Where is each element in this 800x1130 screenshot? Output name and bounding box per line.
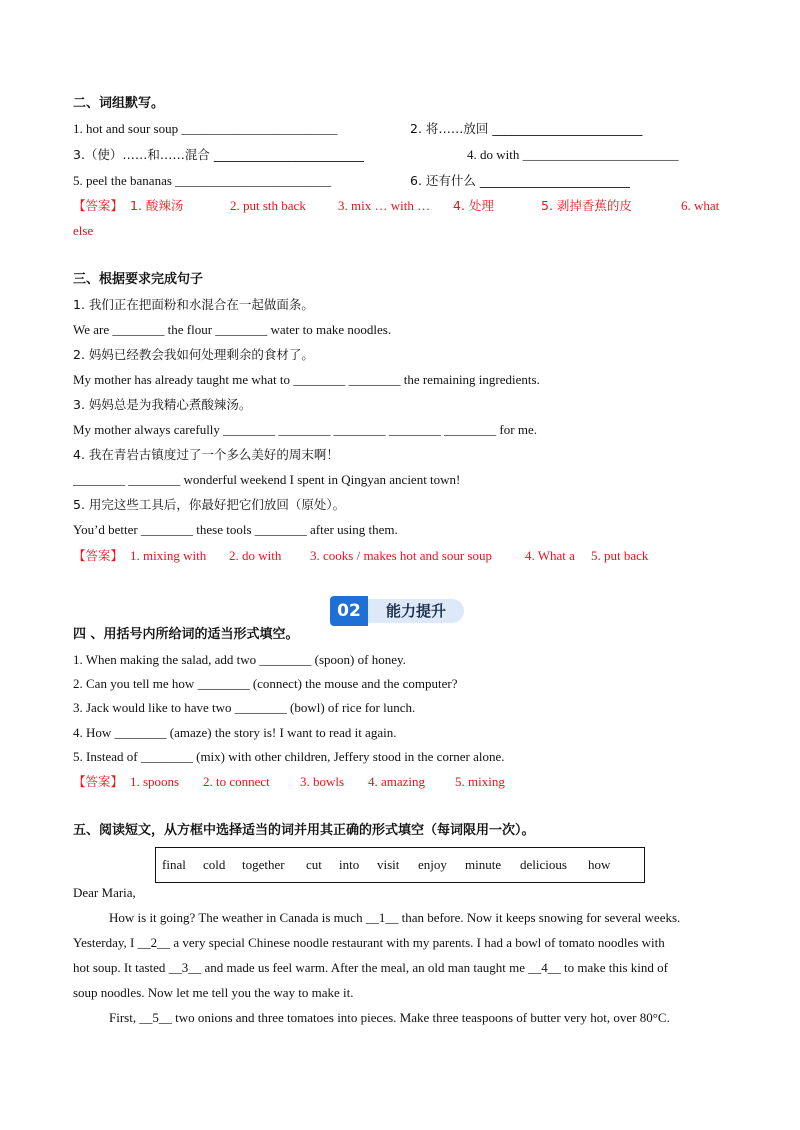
section-3-heading: 三、根据要求完成句子 [73, 272, 204, 287]
phrase-item-2: 2. 将……放回 ________________________ [410, 121, 643, 136]
passage-text: two onions and three tomatoes into pieces. Make three teaspoons of butter very hot, over 80°C. [171, 1010, 670, 1025]
badge-label: 能力提升 [368, 599, 464, 623]
answer-item: 3. bowls [300, 774, 345, 789]
passage-line [73, 960, 668, 976]
word-bank-word: how [588, 857, 611, 872]
answer-item: 1. spoons [130, 774, 180, 789]
word-bank-word: delicious [520, 857, 567, 872]
answer-item: 2. to connect [203, 774, 270, 789]
passage-text: to make this kind of [560, 960, 668, 975]
answer-item: 3. cooks / makes hot and sour soup [310, 548, 492, 563]
word-bank-word: into [339, 857, 360, 872]
word-bank-word: cold [203, 857, 226, 872]
word-bank-box [155, 847, 645, 883]
passage-text: hot soup. It tasted [73, 960, 169, 975]
answer-item: 4. 处理 [453, 198, 494, 213]
fill-item-4: 4. How ________ (amaze) the story is! I want to read it again. [73, 725, 397, 740]
answer-item: 6. what [681, 198, 720, 213]
answer-item: 2. do with [229, 548, 282, 563]
sentence-3: My mother always carefully ________ ________ ________ ________ ________ for me. [73, 422, 537, 437]
passage-line: soup noodles. Now let me tell you the way to make it. [73, 985, 354, 1000]
answer-continuation: else [73, 223, 94, 238]
section-3-answers [73, 548, 753, 564]
phrase-item-6: 6. 还有什么 ________________________ [410, 173, 630, 188]
word-bank-word: visit [377, 857, 400, 872]
answer-item: 4. What a [525, 548, 575, 563]
badge-number: 02 [330, 596, 368, 626]
word-bank-word: together [242, 857, 285, 872]
word-bank-word: minute [465, 857, 502, 872]
sentence-1: We are ________ the flour ________ water to make noodles. [73, 322, 392, 337]
answer-item: 4. amazing [368, 774, 426, 789]
passage-text: than before. Now it keeps snowing for several weeks. [398, 910, 681, 925]
section-4-answers [73, 774, 753, 790]
answer-item: 1. mixing with [130, 548, 207, 563]
fill-item-5: 5. Instead of ________ (mix) with other children, Jeffery stood in the corner alone. [73, 749, 505, 764]
section-2-heading: 二、词组默写。 [73, 96, 165, 111]
passage-text: How is it going? The weather in Canada is much [109, 910, 366, 925]
fill-item-3: 3. Jack would like to have two ________ (bowl) of rice for lunch. [73, 700, 416, 715]
sentence-prompt-4: 4. 我在青岩古镇度过了一个多么美好的周末啊！ [73, 447, 339, 462]
blank-2: __2__ [137, 935, 171, 950]
passage-line [109, 910, 680, 926]
passage-text: Yesterday, I [73, 935, 138, 950]
sentence-prompt-3: 3. 妈妈总是为我精心煮酸辣汤。 [73, 397, 252, 412]
passage-line [109, 1010, 670, 1026]
phrase-item-4: 4. do with ________________________ [467, 147, 679, 162]
passage-text: First, [109, 1010, 140, 1025]
blank-5: __5__ [139, 1010, 172, 1025]
answer-label: 【答案】 [73, 774, 124, 789]
section-4-heading: 四 、用括号内所给词的适当形式填空。 [73, 627, 299, 642]
answer-label: 【答案】 [73, 198, 124, 213]
sentence-prompt-2: 2. 妈妈已经教会我如何处理剩余的食材了。 [73, 347, 314, 362]
phrase-item-1: 1. hot and sour soup ________________________ [73, 121, 338, 136]
sentence-5: You’d better ________ these tools ________ after using them. [73, 522, 398, 537]
word-bank-word: enjoy [418, 857, 447, 872]
fill-item-2: 2. Can you tell me how ________ (connect) the mouse and the computer? [73, 676, 458, 691]
word-bank-word: final [162, 857, 186, 872]
sentence-2: My mother has already taught me what to ________ ________ the remaining ingredients. [73, 372, 540, 387]
passage-text: a very special Chinese noodle restaurant with my parents. I had a bowl of tomato noodles with [170, 935, 665, 950]
section-5-heading: 五、阅读短文，从方框中选择适当的词并用其正确的形式填空（每词限用一次）。 [73, 823, 535, 838]
answer-item: 5. mixing [455, 774, 505, 789]
answer-label: 【答案】 [73, 548, 124, 563]
answer-item: 2. put sth back [230, 198, 306, 213]
section-badge [330, 596, 470, 626]
passage-line [73, 935, 665, 951]
word-bank-word: cut [306, 857, 322, 872]
phrase-item-3: 3.（使）……和……混合 ________________________ [73, 147, 364, 162]
section-2-answers [73, 198, 753, 214]
answer-item: 1. 酸辣汤 [130, 198, 184, 213]
answer-item: 3. mix … with … [338, 198, 431, 213]
blank-1: __1__ [365, 910, 399, 925]
answer-item: 5. put back [591, 548, 649, 563]
phrase-item-5: 5. peel the bananas ________________________ [73, 173, 332, 188]
sentence-4: ________ ________ wonderful weekend I spent in Qingyan ancient town! [73, 472, 461, 487]
sentence-prompt-5: 5. 用完这些工具后，你最好把它们放回（原处）。 [73, 497, 346, 512]
sentence-prompt-1: 1. 我们正在把面粉和水混合在一起做面条。 [73, 297, 314, 312]
blank-4: __4__ [528, 960, 561, 975]
blank-3: __3__ [168, 960, 202, 975]
answer-item: 5. 剥掉香蕉的皮 [541, 198, 632, 213]
fill-item-1: 1. When making the salad, add two ________ (spoon) of honey. [73, 652, 406, 667]
passage-text: and made us feel warm. After the meal, an old man taught me [201, 960, 529, 975]
letter-greeting: Dear Maria, [73, 885, 136, 900]
